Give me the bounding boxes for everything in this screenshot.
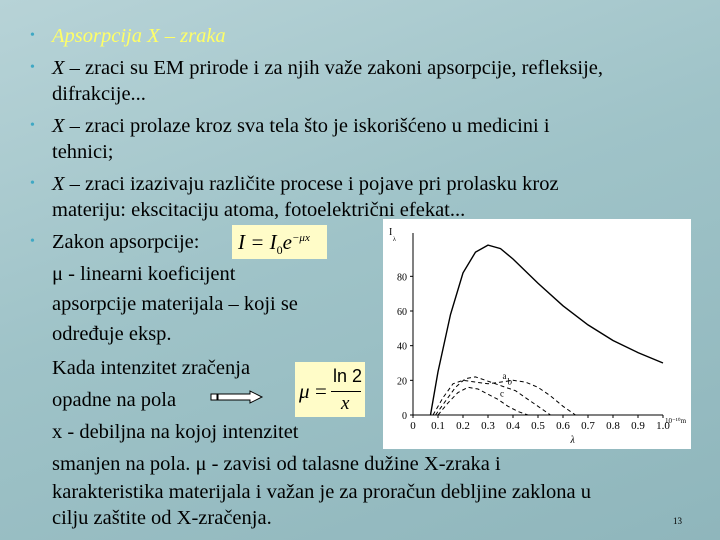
y-axis-label-sub: λ bbox=[393, 237, 396, 243]
bullet-line-1: X – zraci su EM prirode i za njih važe zakoni apsorpcije, refleksije, bbox=[52, 57, 604, 79]
x-tick-label: 0.8 bbox=[606, 420, 620, 432]
y-tick-label: 20 bbox=[397, 376, 407, 388]
x-tick-label: 0.9 bbox=[631, 420, 645, 432]
x-tick-label: 0.3 bbox=[481, 420, 495, 432]
x-tick-label: 0.6 bbox=[556, 420, 570, 432]
series-label-c: c bbox=[500, 388, 504, 399]
series-label-a: a bbox=[502, 371, 507, 382]
bullet-marker: • bbox=[30, 60, 35, 75]
y-tick-label: 0 bbox=[402, 411, 407, 422]
mu-formula: μ = ln 2 x bbox=[295, 362, 365, 417]
bullet-line-3: X – zraci izazivaju različite procese i pojave pri prolasku kroz bbox=[52, 173, 559, 195]
body-line-5: opadne na pola bbox=[52, 389, 177, 411]
body-line-4: Kada intenzitet zračenja bbox=[52, 357, 251, 379]
body-line-9: cilju zaštite od X-zračenja. bbox=[52, 507, 272, 529]
bullet-marker: • bbox=[30, 176, 35, 191]
absorption-label: Zakon apsorpcije: bbox=[52, 231, 200, 253]
intensity-spectrum-chart bbox=[383, 219, 691, 449]
x-unit-label: 10⁻¹⁰m bbox=[665, 417, 687, 425]
body-line-1: μ - linearni koeficijent bbox=[52, 263, 236, 285]
x-axis-label: λ bbox=[570, 435, 575, 446]
right-arrow-icon bbox=[210, 390, 264, 404]
x-tick-label: 0.4 bbox=[506, 420, 520, 432]
y-tick-label: 40 bbox=[397, 341, 407, 353]
y-axis-label: I bbox=[389, 227, 393, 238]
body-line-2: apsorpcije materijala – koji se bbox=[52, 293, 298, 315]
bullet-line-2: X – zraci prolaze kroz sva tela što je iskorišćeno u medicini i bbox=[52, 115, 550, 137]
y-tick-label: 60 bbox=[397, 307, 407, 318]
series-line-c bbox=[438, 387, 528, 415]
x-tick-label: 0.2 bbox=[456, 420, 470, 432]
slide-title: Apsorpcija X – zraka bbox=[52, 25, 226, 47]
bullet-line-2-cont: tehnici; bbox=[52, 141, 114, 163]
x-tick-label: 0.1 bbox=[431, 420, 445, 432]
x-tick-label: 0 bbox=[410, 420, 416, 432]
bullet-line-1-cont: difrakcije... bbox=[52, 83, 146, 105]
bullet-line-3-cont: materiju: ekscitaciju atoma, fotoelektrični efekat... bbox=[52, 199, 466, 221]
bullet-marker: • bbox=[30, 118, 35, 133]
body-line-6: x - debiljna na kojoj intenzitet bbox=[52, 421, 299, 443]
x-tick-label: 1.0 bbox=[656, 420, 670, 432]
series-line-a bbox=[433, 380, 576, 415]
body-line-7: smanjen na pola. μ - zavisi od talasne dužine X-zraka i bbox=[52, 453, 501, 475]
body-line-8: karakteristika materijala i važan je za proračun debljine zaklona u bbox=[52, 481, 591, 503]
series-line-total bbox=[431, 245, 664, 415]
bullet-marker: • bbox=[30, 234, 35, 249]
x-tick-label: 0.7 bbox=[581, 420, 595, 432]
series-line-b bbox=[436, 377, 551, 415]
bullet-marker: • bbox=[30, 28, 35, 43]
body-line-3: određuje eksp. bbox=[52, 323, 172, 345]
y-tick-label: 80 bbox=[397, 272, 407, 284]
absorption-formula: $I = I_0e^{-\mu x}$ bbox=[232, 225, 327, 259]
page-number: 13 bbox=[673, 516, 682, 526]
x-tick-label: 0.5 bbox=[531, 420, 545, 432]
series-label-b: b bbox=[507, 376, 512, 387]
